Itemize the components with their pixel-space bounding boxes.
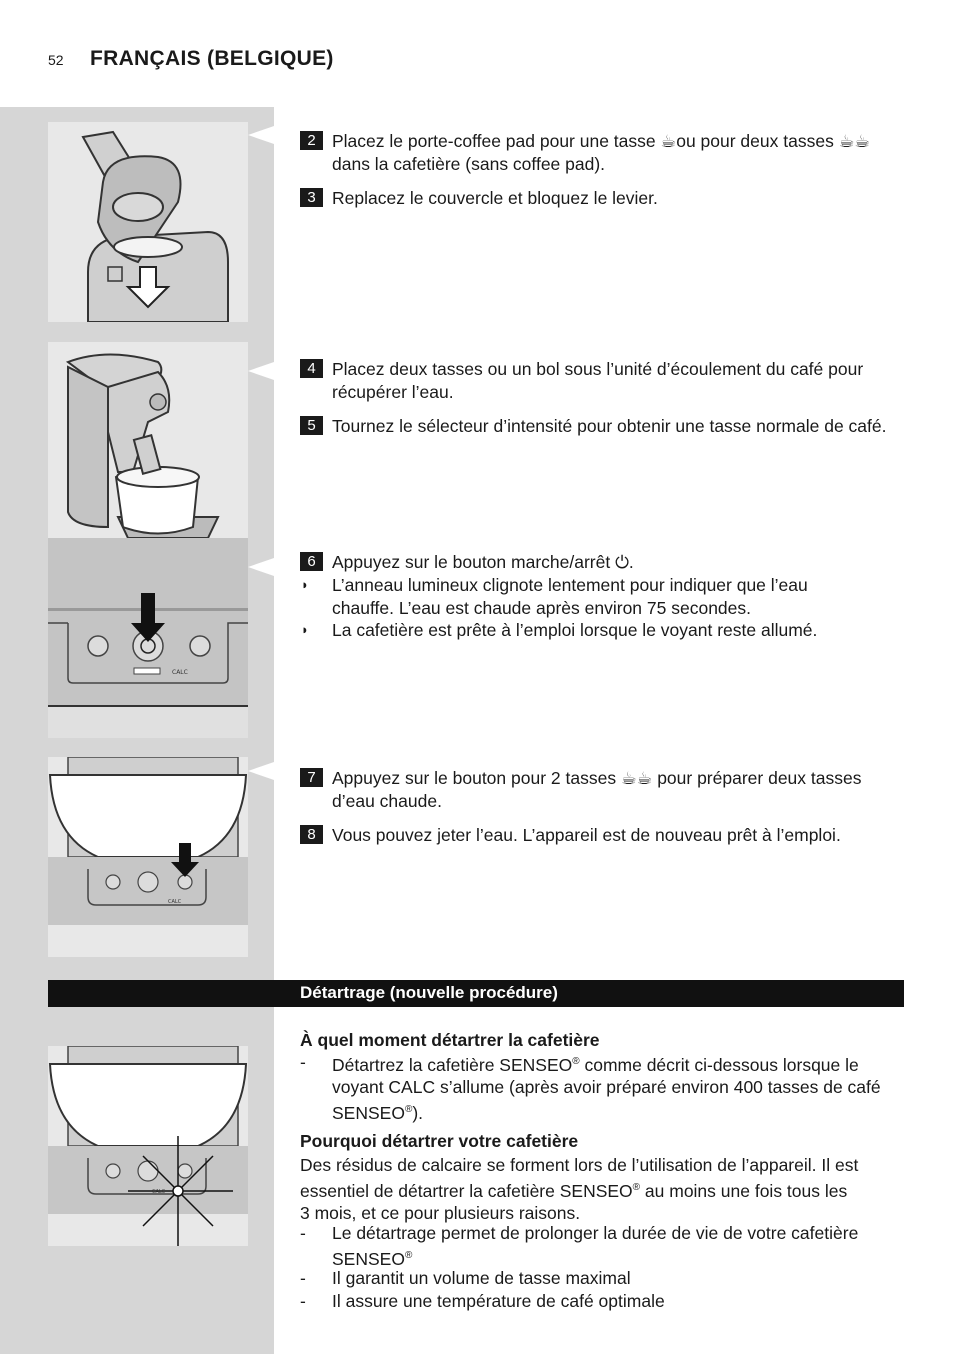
dash: - [300,1291,306,1311]
section-title: Détartrage (nouvelle procédure) [300,983,558,1002]
step-text-line2: récupérer l’eau. [332,381,454,402]
figure-pointer [248,126,274,144]
registered-mark: ® [404,1103,413,1115]
step-number: 6 [300,552,323,571]
why-item-text-line2: SENSEO [332,1248,405,1269]
why-item-text: Le détartrage permet de prolonger la durée de vie de votre cafetière [332,1223,859,1243]
figure-pointer [248,558,274,576]
step-number: 5 [300,416,323,435]
when-text-line2: voyant CALC s’allume (après avoir préparé environ 400 tasses de café [332,1077,881,1098]
registered-mark: ® [404,1249,413,1261]
registered-mark: ® [572,1056,580,1067]
when-text: comme décrit ci-dessous lorsque le [579,1054,859,1075]
calc-label: CALC [172,669,188,676]
calc-label: CALC [168,899,182,905]
bullet-text-line2: chauffe. L’eau est chaude après environ 75 secondes. [332,597,752,618]
figure-power-button-panel [48,538,248,738]
power-icon: ⏻ [615,552,629,572]
step-4 [300,358,906,403]
step-text: Appuyez sur le bouton pour 2 tasses [332,768,621,788]
step-6-bullet-2 [300,619,906,642]
step-text: Appuyez sur le bouton marche/arrêt [332,552,616,572]
one-cup-icon: ☕ [660,131,677,151]
why-item-text: Il garantit un volume de tasse maximal [332,1268,631,1288]
step-number: 2 [300,131,323,150]
why-paragraph [300,1154,906,1224]
dash: - [300,1268,306,1288]
step-6-bullet-1 [300,574,906,619]
why-text: essentiel de détartrer la cafetière SENSEO [300,1180,633,1201]
section-header-bar [48,980,904,1007]
step-7 [300,767,906,812]
figure-pointer [248,762,274,780]
step-text: ou pour deux tasses [676,131,839,151]
step-number: 4 [300,359,323,378]
step-2 [300,130,906,175]
figure-pointer [248,362,274,380]
calc-label: CALC [152,1189,166,1195]
bullet-icon: ◗ [301,622,309,637]
step-5 [300,415,906,438]
when-text-line3: ). [412,1102,424,1123]
registered-mark: ® [632,1181,641,1193]
step-3 [300,187,906,210]
figure-two-cups-button [48,757,248,957]
figure-pod-holder-insert [48,122,248,322]
step-number: 7 [300,768,323,787]
step-text-line2: d’eau chaude. [332,790,442,811]
step-text: Tournez le sélecteur d’intensité pour obtenir une tasse normale de café. [332,416,887,436]
step-text: Placez le porte-coffee pad pour une tasse [332,131,661,151]
when-heading: À quel moment détartrer la cafetière [300,1030,600,1050]
page-number: 52 [48,52,64,68]
two-cups-icon: ☕☕ [838,131,871,151]
figure-calc-light [48,1046,248,1246]
dash: - [300,1223,306,1243]
bullet-icon: ◗ [301,577,309,592]
step-text: pour préparer deux tasses [652,768,862,788]
step-text-line2: dans la cafetière (sans coffee pad). [332,153,606,174]
step-number: 3 [300,188,323,207]
figure-cup-under-outlet [48,342,248,538]
why-text: au moins une fois tous les [640,1180,848,1201]
step-suffix: . [628,552,634,572]
step-text: Placez deux tasses ou un bol sous l’unité d’écoulement du café pour [332,359,864,379]
dash: - [300,1052,306,1072]
when-text-line3: SENSEO [332,1102,405,1123]
step-text: Replacez le couvercle et bloquez le levier. [332,188,658,208]
why-item-text: Il assure une température de café optimale [332,1291,665,1311]
two-cups-icon: ☕☕ [620,768,653,788]
when-text: Détartrez la cafetière SENSEO [332,1054,573,1075]
why-heading: Pourquoi détartrer votre cafetière [300,1131,579,1151]
bullet-text: La cafetière est prête à l’emploi lorsque le voyant reste allumé. [332,620,818,640]
step-6 [300,551,906,574]
page-title: FRANÇAIS (BELGIQUE) [90,47,334,70]
bullet-text: L’anneau lumineux clignote lentement pour indiquer que l’eau [332,575,808,595]
step-number: 8 [300,825,323,844]
step-8 [300,824,906,847]
why-text: Des résidus de calcaire se forment lors de l’utilisation de l’appareil. Il est [300,1155,859,1175]
step-text: Vous pouvez jeter l’eau. L’appareil est de nouveau prêt à l’emploi. [332,825,841,845]
why-text: 3 mois, et ce pour plusieurs raisons. [300,1202,581,1223]
